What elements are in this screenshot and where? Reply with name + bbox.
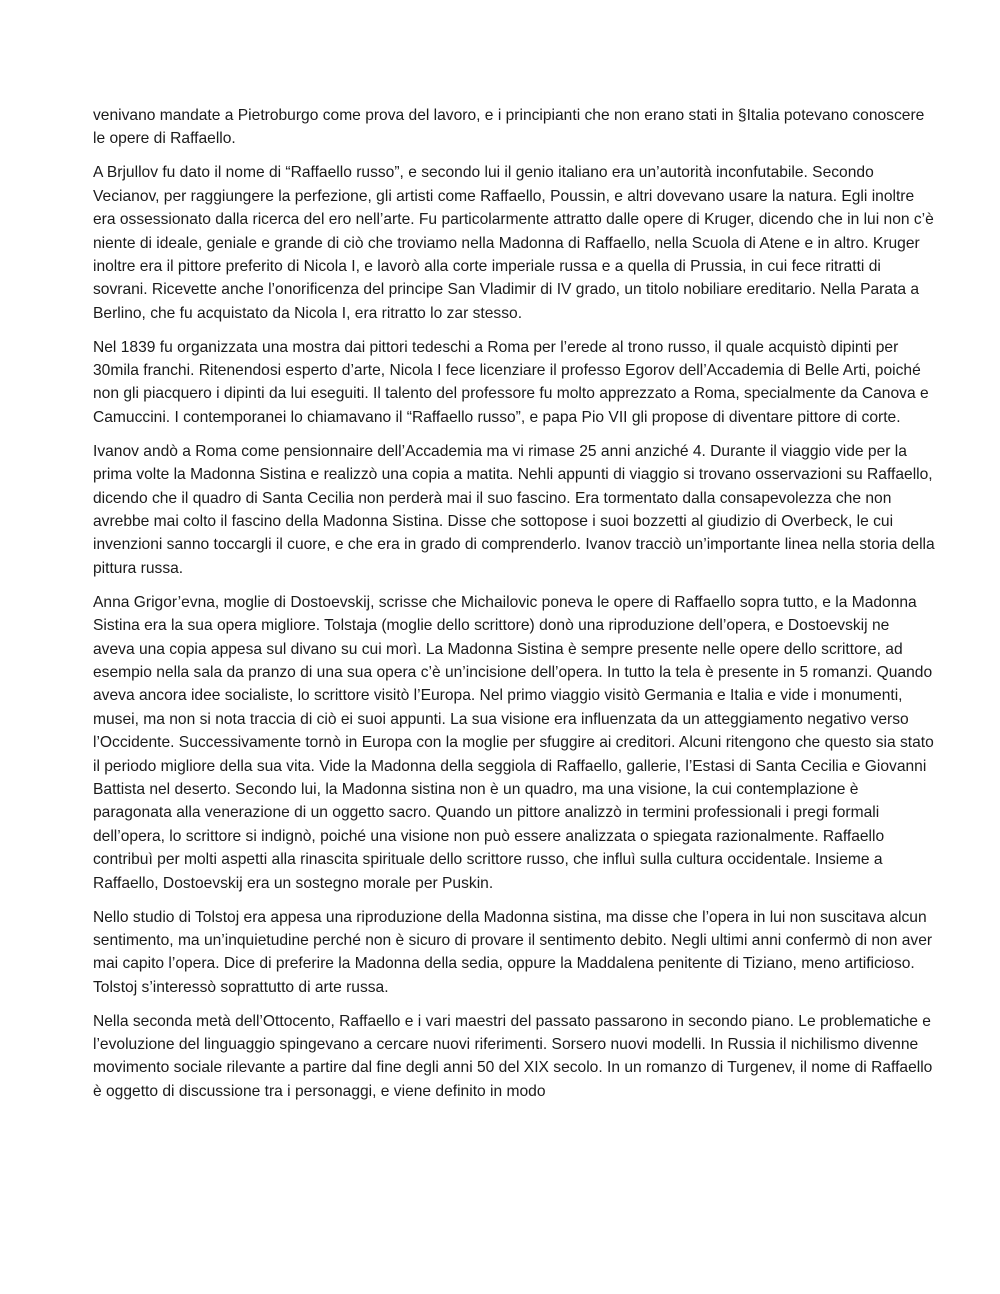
paragraph: A Brjullov fu dato il nome di “Raffaello russo”, e secondo lui il genio italiano era un’autorità inconfutabile. Secondo Vecianov, per raggiungere la perfezione, gli artisti come Raffaello, Poussin, e altri dovevano usare la natura. Egli inoltre era ossessionato dalla ricerca del ero nell’arte. Fu particolarmente attratto dalle opere di Kruger, dicendo che in lui non c’è niente di ideale, geniale e grande di ciò che troviamo nella Madonna di Raffaello, nella Scuola di Atene e in altro. Kruger inoltre era il pittore preferito di Nicola I, e lavorò alla corte imperiale russa e a quella di Prussia, in cui fece ritratti di sovrani. Ricevette anche l’onorificenza del principe San Vladimir di IV grado, un titolo nobiliare ereditario. Nella Parata a Berlino, che fu acquistato da Nicola I, era ritratto lo zar stesso.: [93, 164, 934, 322]
paragraph: venivano mandate a Pietroburgo come prova del lavoro, e i principianti che non erano stati in §Italia potevano conoscere le opere di Raffaello.: [93, 107, 925, 148]
paragraph: Nello studio di Tolstoj era appesa una riproduzione della Madonna sistina, ma disse che l’opera in lui non suscitava alcun sentimento, ma un’inquietudine perché non è sicuro di provare il sentimento debito. Negli ultimi anni confermò di non aver mai capito l’opera. Dice di preferire la Madonna della sedia, oppure la Maddalena penitente di Tiziano, meno artificioso. Tolstoj s’interessò soprattutto di arte russa.: [93, 908, 933, 996]
document-body: [93, 104, 935, 1114]
paragraph: Ivanov andò a Roma come pensionnaire dell’Accademia ma vi rimase 25 anni anziché 4. Durante il viaggio vide per la prima volte la Madonna Sistina e realizzò una copia a matita. Nehli appunti di viaggio si trovano osservazioni su Raffaello, dicendo che il quadro di Santa Cecilia non perderà mai il suo fascino. Era tormentato dalla consapevolezza che non avrebbe mai colto il fascino della Madonna Sistina. Disse che sottopose i suoi bozzetti al giudizio di Overbeck, le cui invenzioni sanno toccargli il cuore, e che era in grado di comprenderlo. Ivanov tracciò un’importante linea nella storia della pittura russa.: [93, 442, 935, 577]
paragraph: Anna Grigor’evna, moglie di Dostoevskij, scrisse che Michailovic poneva le opere di Raffaello sopra tutto, e la Madonna Sistina era la sua opera migliore. Tolstaja (moglie dello scrittore) donò una riproduzione dell’opera, e Dostoevskij ne aveva una copia appesa sul divano su cui morì. La Madonna Sistina è sempre presente nelle opere dello scrittore, ad esempio nella sala da pranzo di una sua opera c’è un’incisione dell’opera. In tutto la tela è presente in 5 romanzi. Quando aveva ancora idee socialiste, lo scrittore visitò l’Europa. Nel primo viaggio visitò Germania e Italia e vide i monumenti, musei, ma non si nota traccia di ciò ei suoi appunti. La sua visione era influenzata da un atteggiamento negativo verso l’Occidente. Successivamente tornò in Europa con la moglie per sfuggire ai creditori. Alcuni ritengono che questo sia stato il periodo migliore della sua vita. Vide la Madonna della seggiola di Raffaello, gallerie, l’Estasi di Santa Cecilia e Giovanni Battista nel deserto. Secondo lui, la Madonna sistina non è un quadro, ma una visione, la cui contemplazione è paragonata alla venerazione di un oggetto sacro. Quando un pittore analizzò in termini professionali i pregi formali dell’opera, lo scrittore si indignò, poiché una visione non può essere analizzata o spiegata razionalmente. Raffaello contribuì per molti aspetti alla rinascita spirituale dello scrittore russo, che influì sulla cultura occidentale. Insieme a Raffaello, Dostoevskij era un sostegno morale per Puskin.: [93, 593, 934, 892]
paragraph: Nella seconda metà dell’Ottocento, Raffaello e i vari maestri del passato passarono in secondo piano. Le problematiche e l’evoluzione del linguaggio spingevano a cercare nuovi riferimenti. Sorsero nuovi modelli. In Russia il nichilismo divenne movimento sociale rilevante a partire dal fine degli anni 50 del XIX secolo. In un romanzo di Turgenev, il nome di Raffaello è oggetto di discussione tra i personaggi, e viene definito in modo: [93, 1012, 933, 1100]
paragraph: Nel 1839 fu organizzata una mostra dai pittori tedeschi a Roma per l’erede al trono russo, il quale acquistò dipinti per 30mila franchi. Ritenendosi esperto d’arte, Nicola I fece licenziare il professo Egorov dell’Accademia di Belle Arti, poiché non gli piacquero i dipinti da lui eseguiti. Il talento del professore fu molto apprezzato a Roma, specialmente da Canova e Camuccini. I contemporanei lo chiamavano il “Raffaello russo”, e papa Pio VII gli propose di diventare pittore di corte.: [93, 338, 929, 426]
